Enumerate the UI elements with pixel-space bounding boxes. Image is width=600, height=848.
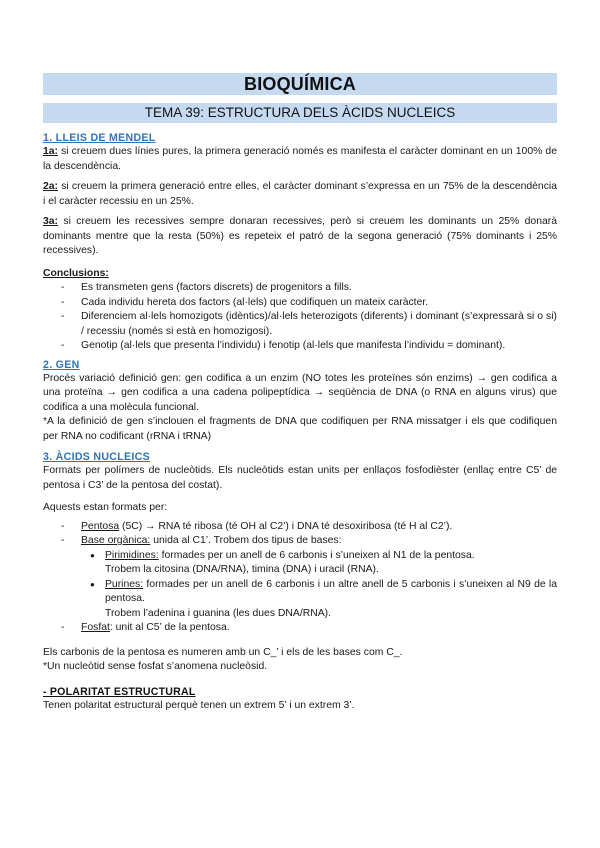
section-heading-mendel: 1. LLEIS DE MENDEL — [43, 132, 156, 144]
law-label: 3a: — [43, 216, 59, 227]
topic-title: TEMA 39: ESTRUCTURA DELS ÀCIDS NUCLEICS — [43, 103, 557, 123]
purines-label: Purines: — [105, 578, 144, 590]
list-item: - Pentosa (5C) → RNA té ribosa (té OH al C2’) i DNA té desoxiribosa (té H al C2’). — [43, 520, 557, 535]
law-paragraph — [43, 145, 557, 174]
conclusions-list — [43, 281, 557, 354]
polarity-text: Tenen polaritat estructural perquè tenen un extrem 5’ i un extrem 3’. — [43, 699, 355, 711]
base-label: Base orgànica: — [81, 535, 151, 546]
list-item: - Diferenciem al·lels homozigots (idèntics)/al·lels heterozigots (diferents) i dominant (s’expressarà si o si) / recessiu (només si està en homozigosi). — [43, 310, 557, 339]
nucleoside-note: *Un nucleòtid sense fosfat s’anomena nucleòsid. — [43, 661, 268, 672]
document-body — [43, 131, 557, 713]
gen-note: *A la definició de gen s’inclouen el fragments de DNA que codifiquen per RNA missatger i els que codifiquen per RNA no codificant (rRNA i tRNA) — [43, 416, 557, 442]
formed-by-text: Aquests estan formats per: — [43, 502, 168, 513]
components-list — [43, 520, 557, 636]
numbering-text: Els carbonis de la pentosa es numeren amb un C_’ i els de les bases com C_. — [43, 646, 403, 658]
list-item: ● Pirimidines: formades per un anell de 6 carbonis i s’uneixen al N1 de la pentosa. Trobem la citosina (DNA/RNA), timina (DNA) i uracil (RNA). — [81, 549, 557, 578]
section-heading-gen: 2. GEN — [43, 358, 80, 371]
list-item: - Base orgànica: unida al C1’. Trobem dos tipus de bases: ● Pirimidines: formades per un anell de 6 carbonis i s’uneixen al N1 de la pentosa. Trobem la citosina (DNA/RNA), timina (DNA) i uracil (RNA). ● Purines: formades per un anell de 6 carbonis i un altre anell de 5 carbonis i s’uneixen al N9 de la pentosa. Trobem l’adenina i guanina (les dues DNA/RNA). — [43, 534, 557, 621]
law-label: 1a: — [43, 146, 59, 157]
pentosa-label: Pentosa — [81, 520, 120, 532]
conclusions-heading: Conclusions: — [43, 267, 109, 279]
list-item: - Cada individu hereta dos factors (al·lels) que codifiquen un mateix caràcter. — [43, 296, 557, 311]
gen-paragraph: Procés variació definició gen: gen codifica a un enzim (NO totes les proteïnes són enzims) → gen codifica a una proteïna → gen codifica a una cadena polipeptídica → seqüència de DNA (o RNA en alguns virus) que codifica a una molècula funcional. — [43, 372, 557, 413]
list-item: - Fosfat: unit al C5’ de la pentosa. — [43, 621, 557, 636]
list-item: ● Purines: formades per un anell de 6 carbonis i un altre anell de 5 carbonis i s’uneixen al N9 de la pentosa. Trobem l’adenina i guanina (les dues DNA/RNA). — [81, 578, 557, 622]
section-heading-nucleic-acids: 3. ÀCIDS NUCLEICS — [43, 451, 150, 463]
law-text: si creuem dues línies pures, la primera generació només es manifesta el caràcter dominant en un 100% de la descendència. — [43, 146, 557, 172]
document-title: BIOQUÍMICA — [43, 73, 557, 95]
section-heading-polarity: - POLARITAT ESTRUCTURAL — [43, 685, 196, 698]
pirimidines-label: Pirimidines: — [105, 549, 159, 561]
law-text: si creuem les recessives sempre donaran recessives, però si creuem les dominants un 25% donarà dominants mentre que la resta (50%) es repeteix el patró de la segona generació (75% dominants i 25% recessives). — [43, 216, 557, 256]
law-label: 2a: — [43, 181, 59, 192]
list-item: - Es transmeten gens (factors discrets) de progenitors a fills. — [43, 281, 557, 296]
law-paragraph — [43, 215, 557, 259]
fosfat-label: Fosfat — [81, 622, 110, 633]
law-text: si creuem la primera generació entre elles, el caràcter dominant s’expressa en un 75% de la descendència i el caràcter recessiu en un 25%. — [43, 181, 557, 207]
nucleic-intro: Formats per polímers de nucleòtids. Els nucleòtids estan units per enllaços fosfodièster (enllaç entre C5’ de pentosa i C3’ de la pentosa del costat). — [43, 465, 557, 491]
law-paragraph — [43, 180, 557, 209]
list-item: - Genotip (al·lels que presenta l’individu) i fenotip (al·lels que manifesta l’individu = dominant). — [43, 339, 557, 354]
bases-list — [81, 549, 557, 622]
